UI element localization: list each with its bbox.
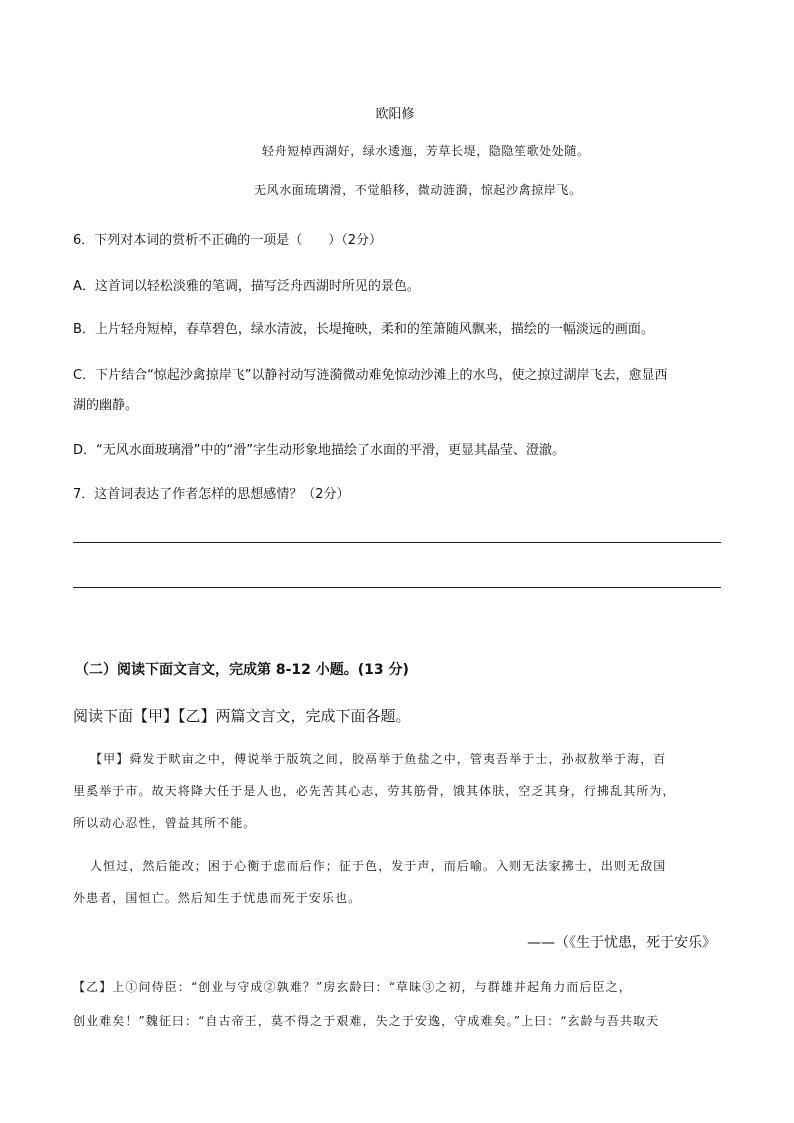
passage-jia-line-2: 里奚举于市。故天将降大任于是人也，必先苦其心志，劳其筋骨，饿其体肤，空乏其身，行拂乱其所为， — [73, 784, 676, 798]
question-6-option-b: B．上片轻舟短棹，春草碧色，绿水清波，长堤掩映，柔和的笙箫随风飘来，描绘的一幅淡远的画面。 — [73, 322, 654, 337]
question-6-option-c-line-2: 湖的幽静。 — [73, 398, 139, 413]
poem-line-1: 轻舟短棹西湖好，绿水逶迤，芳草长堤，隐隐笙歌处处随。 — [262, 144, 590, 158]
answer-line — [73, 542, 721, 543]
section-2-instruction: 阅读下面【甲】【乙】两篇文言文，完成下面各题。 — [73, 707, 411, 725]
question-6-option-c-line-1: C．下片结合“惊起沙禽掠岸飞”以静衬动写涟漪微动难免惊动沙滩上的水鸟，使之掠过湖岸飞去，愈显西 — [73, 368, 668, 383]
poem-author: 欧阳修 — [375, 107, 415, 122]
question-7-stem: 7．这首词表达了作者怎样的思想感情？（2分） — [73, 487, 350, 502]
question-6-option-a: A．这首词以轻松淡雅的笔调，描写泛舟西湖时所见的景色。 — [73, 279, 420, 294]
passage-jia-line-3: 所以动心忍性，曾益其所不能。 — [73, 816, 257, 830]
passage-jia-line-1: 【甲】舜发于畎亩之中，傅说举于版筑之间，胶鬲举于鱼盐之中，管夷吾举于士，孙叔敖举于海，百 — [90, 752, 667, 766]
passage-jia-para-2-line-2: 外患者，国恒亡。然后知生于忧患而死于安乐也。 — [73, 891, 362, 905]
question-6-stem: 6．下列对本词的赏析不正确的一项是（ ）（2分） — [73, 233, 383, 248]
answer-line — [73, 587, 721, 588]
passage-jia-attribution: ——（《生于忧患，死于安乐》 — [527, 935, 716, 951]
poem-line-2: 无风水面琉璃滑，不觉船移，微动涟漪，惊起沙禽掠岸飞。 — [254, 183, 582, 197]
question-6-option-d: D．“无风水面玻璃滑”中的“滑”字生动形象地描绘了水面的平滑，更显其晶莹、澄澈。 — [73, 443, 565, 458]
section-2-heading: （二）阅读下面文言文，完成第 8-12 小题。(13 分) — [75, 662, 409, 678]
passage-yi-line-1: 【乙】上①问侍臣：“创业与守成②孰难？”房玄龄曰：“草昧③之初，与群雄并起角力而后臣之， — [73, 980, 632, 994]
passage-yi-line-2: 创业难矣！”魏征曰：“自古帝王，莫不得之于艰难，失之于安逸，守成难矣。”上曰：“玄龄与吾共取天 — [73, 1014, 660, 1028]
passage-jia-para-2-line-1: 人恒过，然后能改；困于心衡于虑而后作；征于色，发于声，而后喻。入则无法家拂士，出则无敌国 — [90, 859, 667, 873]
